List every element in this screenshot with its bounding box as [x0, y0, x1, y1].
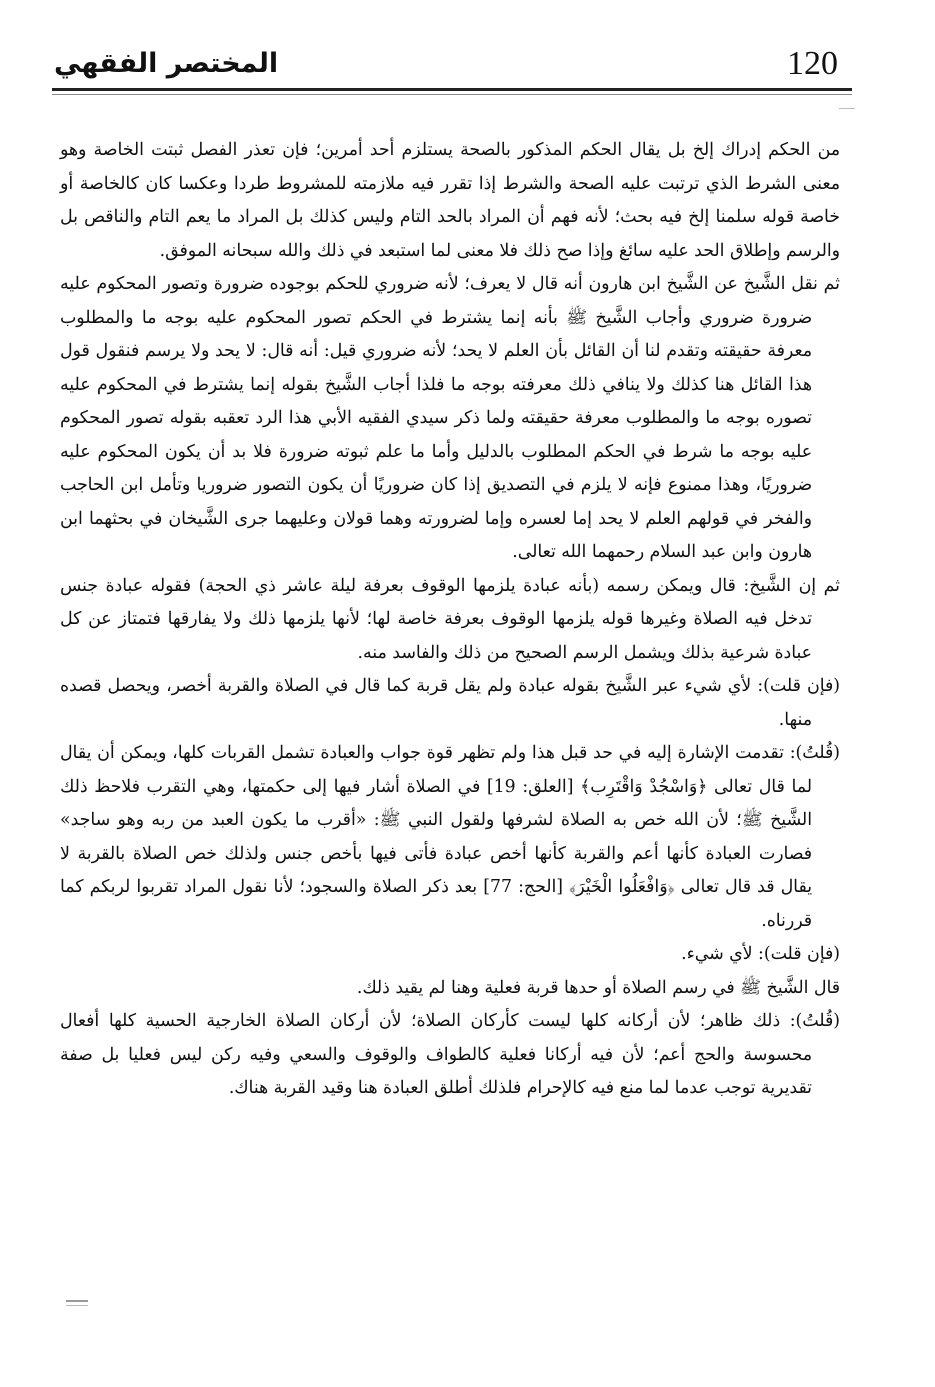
paragraph: قال الشَّيخ ﷺ في رسم الصلاة أو حدها قربة فعلية وهنا لم يقيد ذلك.	[356, 977, 840, 998]
text-body	[60, 134, 840, 1106]
paragraph: (قُلتُ): تقدمت الإشارة إليه في حد قبل هذا ولم تظهر قوة جواب والعبادة تشمل القربات كلها، ويمكن أن يقال لما قال تعالى ﴿وَاسْجُدْ وَاقْتَرِب﴾ [العلق: 19] في الصلاة أشار فيها إلى حكمتها، وهي التقرب فلاحظ ذلك الشَّيخ ﷺ؛ لأن الله خص به الصلاة لشرفها ولقول النبي ﷺ: «أقرب ما يكون العبد من ربه وهو ساجد» فصارت العبادة كأنها أعم والقربة كأنها أخص عبادة فأتى فيها بأخص جنس ولذلك خص الصلاة بالقربة لا يقال قد قال تعالى ﴿وَافْعَلُوا الْخَيْرَ﴾ [الحج: 77] بعد ذكر الصلاة والسجود؛ لأنا نقول المراد تقربوا لربكم كما قررناه.	[60, 743, 840, 931]
paragraph: (قُلتُ): ذلك ظاهر؛ لأن أركانه كلها ليست كأركان الصلاة؛ لأن أركان الصلاة الخارجية الحسية كلها أفعال محسوسة والحج أعم؛ لأن فيه أركانا فعلية كالطواف والوقوف والسعي وفيه ركن ليس فعليا بل صفة تقديرية توجب عدما لما منع فيه كالإحرام فلذلك أطلق العبادة هنا وقيد القربة هناك.	[60, 1011, 840, 1098]
footer-mark	[66, 1300, 88, 1302]
header-rule-thin	[52, 94, 852, 95]
paragraph: (فإن قلت): لأي شيء عبر الشَّيخ بقوله عبادة ولم يقل قربة كما قال في الصلاة والقربة أخصر، ويحصل قصده منها.	[60, 676, 840, 730]
corner-mark	[839, 108, 855, 109]
paragraph: ثم نقل الشَّيخ عن الشَّيخ ابن هارون أنه قال لا يعرف؛ لأنه ضروري للحكم بوجوده ضرورة وتصور المحكوم عليه ضرورة ضروري وأجاب الشَّيخ ﷺ بأنه إنما يشترط في الحكم تصور المحكوم عليه بوجه ما والمطلوب معرفة حقيقته وتقدم لنا أن القائل بأن العلم لا يحد؛ لأنه ضروري قيل: أنه قال: لا يحد ولا يرسم فنقول قول هذا القائل هنا كذلك ولا ينافي ذلك معرفته بوجه ما فلذا أجاب الشَّيخ بقوله إنما يشترط في المحكوم عليه تصوره بوجه ما والمطلوب معرفة حقيقته ولما ذكر سيدي الفقيه الأبي هذا الرد تعقبه بقوله تصور المحكوم عليه بوجه ما شرط في الحكم المطلوب بالدليل وأما ما علم ثبوته ضرورة فلا بد أن يكون المحكوم عليه ضروريًا، وهذا ممنوع فإنه لا يلزم في التصديق إذا كان ضروريًا أن يكون التصور ضروريا وتأمل ابن الحاجب والفخر في قولهم العلم لا يحد إما لعسره وإما لضرورته وهما قولان وعليهما جرى الشَّيخان في بحثهما ابن هارون وابن عبد السلام رحمهما الله تعالى.	[60, 274, 840, 562]
running-title: المختصر الفقهي	[54, 48, 279, 79]
paragraph: ثم إن الشَّيخ: قال ويمكن رسمه (بأنه عبادة يلزمها الوقوف بعرفة ليلة عاشر ذي الحجة) فقوله عبادة جنس تدخل فيه الصلاة وغيرها قوله يلزمها الوقوف بعرفة خاصة لها؛ لأنها يلزمها ذلك ولا يفارقها فتمتاز عن كل عبادة شرعية بذلك ويشمل الرسم الصحيح من ذلك والفاسد منه.	[60, 575, 840, 663]
header-rule	[52, 88, 852, 91]
paragraph: من الحكم إدراك إلخ بل يقال الحكم المذكور بالصحة يستلزم أحد أمرين؛ فإن تعذر الفصل ثبتت الخاصة وهو معنى الشرط الذي ترتبت عليه الصحة والشرط إذا تقرر فيه ملازمته للمشروط طردا وعكسا كان كالخاصة أو خاصة قوله سلمنا إلخ فيه بحث؛ لأنه فهم أن المراد بالحد التام وليس كذلك بل المراد ما يعم التام والناقص بل والرسم وإطلاق الحد عليه سائغ وإذا صح ذلك فلا معنى لما استبعد في ذلك والله سبحانه الموفق.	[60, 140, 840, 261]
page-header	[50, 40, 850, 84]
footer-mark-thin	[66, 1305, 88, 1306]
paragraph: (فإن قلت): لأي شيء.	[681, 944, 840, 964]
page-number: 120	[787, 45, 838, 82]
